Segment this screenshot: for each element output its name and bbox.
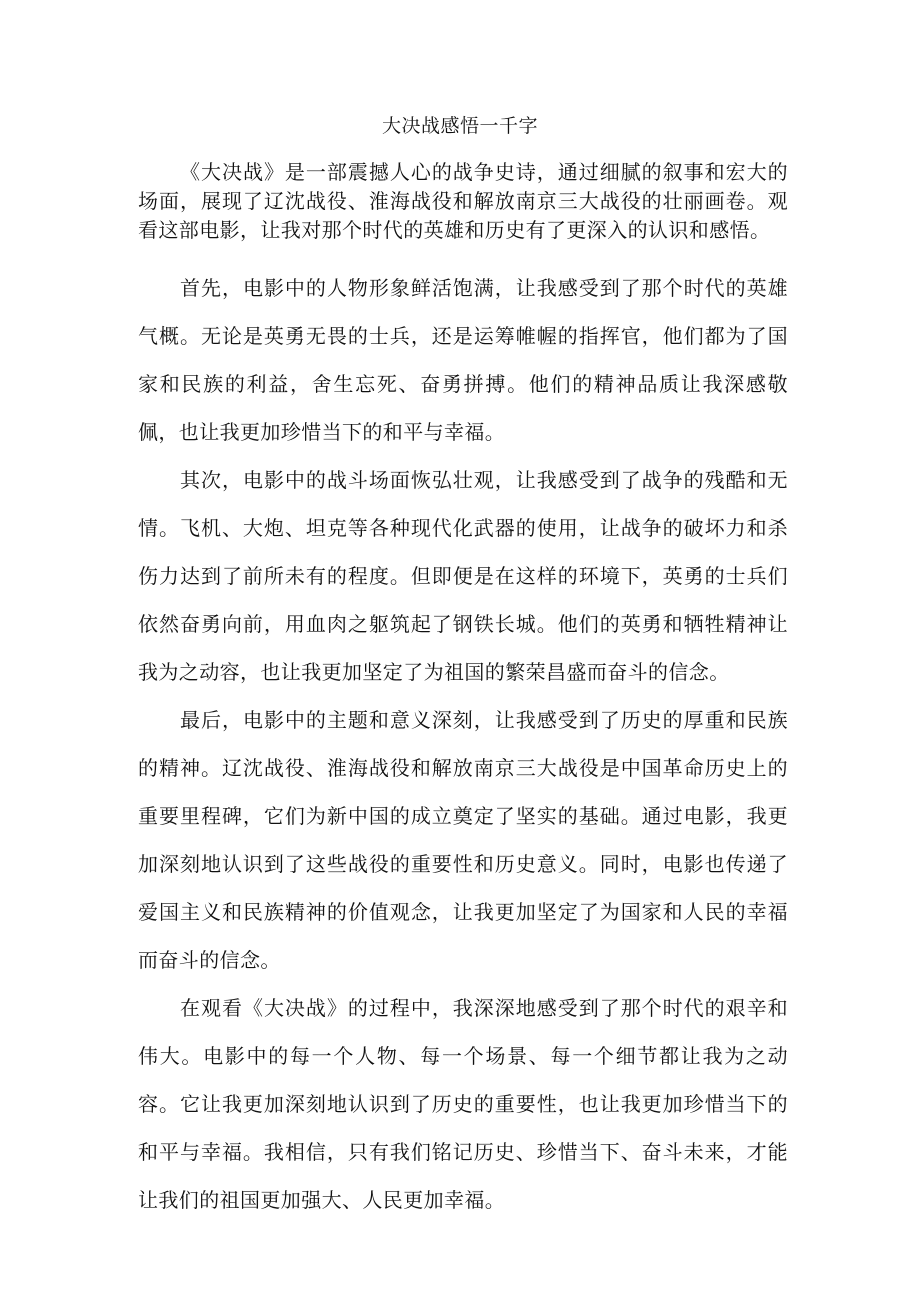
paragraph-intro: 《大决战》是一部震撼人心的战争史诗，通过细腻的叙事和宏大的场面，展现了辽沈战役、淮海战役和解放南京三大战役的壮丽画卷。观看这部电影，让我对那个时代的英雄和历史有了更深入的认识和感悟。 — [138, 160, 788, 242]
paragraph-conclusion: 在观看《大决战》的过程中，我深深地感受到了那个时代的艰辛和伟大。电影中的每一个人物、每一个场景、每一个细节都让我为之动容。它让我更加深刻地认识到了历史的重要性，也让我更加珍惜当下的和平与幸福。我相信，只有我们铭记历史、珍惜当下、奋斗未来，才能让我们的祖国更加强大、人民更加幸福。 — [138, 996, 788, 1212]
document-title: 大决战感悟一千字 — [381, 115, 538, 137]
document-body — [138, 158, 788, 1224]
paragraph-characters: 首先，电影中的人物形象鲜活饱满，让我感受到了那个时代的英雄气概。无论是英勇无畏的士兵，还是运筹帷幄的指挥官，他们都为了国家和民族的利益，舍生忘死、奋勇拼搏。他们的精神品质让我深感敬佩，也让我更加珍惜当下的和平与幸福。 — [138, 276, 788, 444]
paragraph-battle-scenes: 其次，电影中的战斗场面恢弘壮观，让我感受到了战争的残酷和无情。飞机、大炮、坦克等各种现代化武器的使用，让战争的破坏力和杀伤力达到了前所未有的程度。但即便是在这样的环境下，英勇的士兵们依然奋勇向前，用血肉之躯筑起了钢铁长城。他们的英勇和牺牲精神让我为之动容，也让我更加坚定了为祖国的繁荣昌盛而奋斗的信念。 — [138, 468, 788, 684]
paragraph-theme: 最后，电影中的主题和意义深刻，让我感受到了历史的厚重和民族的精神。辽沈战役、淮海战役和解放南京三大战役是中国革命历史上的重要里程碑，它们为新中国的成立奠定了坚实的基础。通过电影，我更加深刻地认识到了这些战役的重要性和历史意义。同时，电影也传递了爱国主义和民族精神的价值观念，让我更加坚定了为国家和人民的幸福而奋斗的信念。 — [138, 708, 788, 972]
